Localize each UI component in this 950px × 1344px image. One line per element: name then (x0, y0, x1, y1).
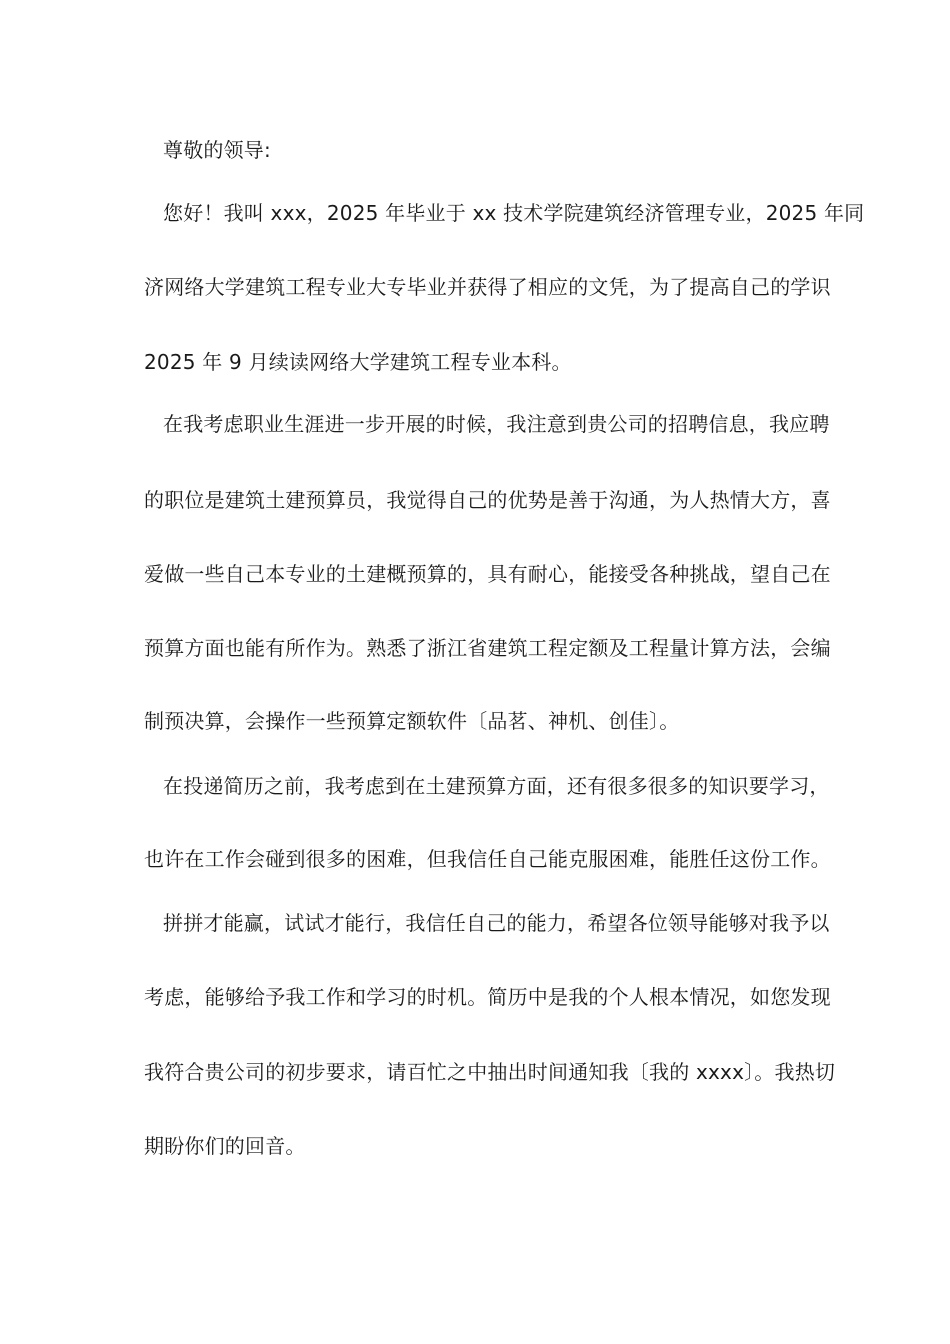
paragraph-4-line-2: 考虑，能够给予我工作和学习的时机。简历中是我的个人根本情况，如您发现 (144, 985, 831, 1009)
paragraph-2-line-1: 在我考虑职业生涯进一步开展的时候，我注意到贵公司的招聘信息，我应聘 (163, 412, 830, 436)
paragraph-4-line-1: 拼拼才能赢，试试才能行，我信任自己的能力，希望各位领导能够对我予以 (163, 911, 830, 935)
paragraph-1-line-2: 济网络大学建筑工程专业大专毕业并获得了相应的文凭，为了提高自己的学识 (144, 275, 831, 299)
paragraph-4-line-3: 我符合贵公司的初步要求，请百忙之中抽出时间通知我〔我的 xxxx〕。我热切 (144, 1060, 836, 1084)
salutation: 尊敬的领导: (163, 138, 271, 162)
paragraph-2-line-3: 爱做一些自己本专业的土建概预算的，具有耐心，能接受各种挑战，望自己在 (144, 562, 831, 586)
paragraph-2-line-5: 制预决算，会操作一些预算定额软件〔品茗、神机、创佳〕。 (144, 709, 680, 733)
paragraph-1-line-1: 您好！我叫 xxx，2025 年毕业于 xx 技术学院建筑经济管理专业，2025 年同 (163, 201, 865, 225)
paragraph-2-line-2: 的职位是建筑土建预算员，我觉得自己的优势是善于沟通，为人热情大方，喜 (144, 488, 831, 512)
paragraph-2-line-4: 预算方面也能有所作为。熟悉了浙江省建筑工程定额及工程量计算方法，会编 (144, 636, 831, 660)
paragraph-4-line-4: 期盼你们的回音。 (144, 1134, 306, 1158)
paragraph-3-line-1: 在投递简历之前，我考虑到在土建预算方面，还有很多很多的知识要学习， (163, 774, 830, 798)
paragraph-3-line-2: 也许在工作会碰到很多的困难，但我信任自己能克服困难，能胜任这份工作。 (144, 847, 831, 871)
paragraph-1-line-3: 2025 年 9 月续读网络大学建筑工程专业本科。 (144, 350, 572, 374)
